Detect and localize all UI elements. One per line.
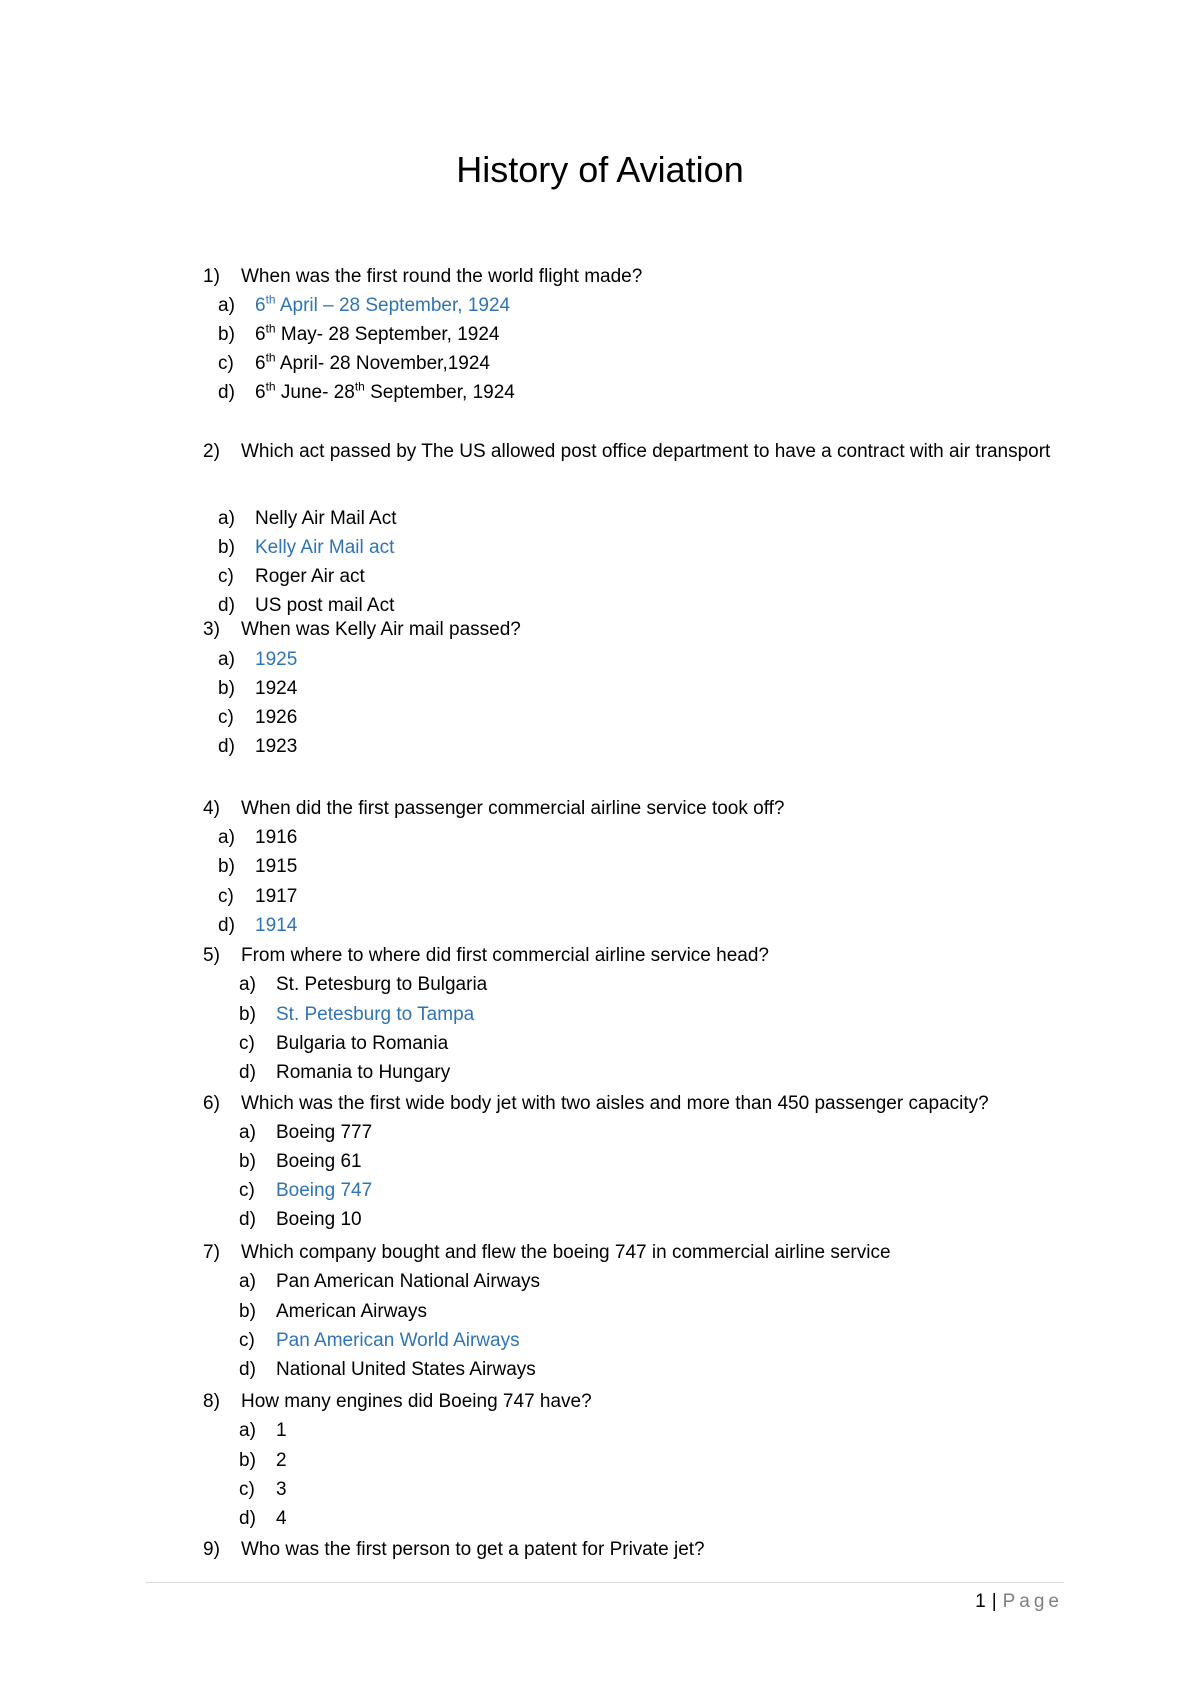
option-letter: b): [218, 678, 235, 699]
option-letter: b): [239, 1151, 256, 1172]
option-letter: c): [218, 566, 234, 587]
question-number: 2): [203, 441, 220, 462]
footer-separator: |: [991, 1591, 997, 1612]
option-text: Boeing 10: [276, 1209, 362, 1230]
option-text: 1926: [255, 707, 298, 728]
option-text: 6th April- 28 November,1924: [255, 350, 490, 374]
option-letter: c): [239, 1330, 255, 1351]
option-letter: b): [218, 856, 235, 877]
option-letter: b): [239, 1301, 256, 1322]
option-text: Pan American National Airways: [276, 1271, 541, 1292]
option-letter: d): [218, 382, 235, 403]
option-text: 1915: [255, 856, 298, 877]
option-letter: c): [218, 886, 234, 907]
question-item: [203, 1089, 1063, 1119]
option-letter: c): [239, 1033, 255, 1054]
question-item: [203, 437, 1063, 467]
option-text: 4: [276, 1508, 287, 1529]
option-letter: d): [218, 595, 235, 616]
question-text: When did the first passenger commercial airline service took off?: [241, 798, 785, 819]
question-item: [203, 1535, 1063, 1565]
option-letter: a): [218, 649, 235, 670]
page-number: 1: [975, 1591, 986, 1612]
option-letter: c): [218, 353, 234, 374]
question-text: When was Kelly Air mail passed?: [241, 619, 521, 640]
option-letter: d): [218, 915, 235, 936]
option-text: St. Petesburg to Bulgaria: [276, 974, 488, 995]
option-letter: d): [239, 1062, 256, 1083]
option-letter: b): [239, 1450, 256, 1471]
question-text: From where to where did first commercial airline service head?: [241, 945, 769, 966]
option-text: Bulgaria to Romania: [276, 1033, 449, 1054]
question-item: [203, 262, 1063, 292]
option-text: Roger Air act: [255, 566, 365, 587]
option-letter: a): [218, 295, 235, 316]
option-letter: d): [239, 1508, 256, 1529]
option-text: National United States Airways: [276, 1359, 536, 1380]
question-text: Which company bought and flew the boeing 747 in commercial airline service: [241, 1242, 891, 1263]
question-item: [203, 615, 1063, 645]
option-text: 1914: [255, 915, 298, 936]
option-letter: c): [218, 707, 234, 728]
question-number: 1): [203, 266, 220, 287]
option-text: American Airways: [276, 1301, 427, 1322]
option-letter: a): [218, 508, 235, 529]
option-letter: a): [239, 974, 256, 995]
option-text: Boeing 747: [276, 1180, 373, 1201]
question-number: 9): [203, 1539, 220, 1560]
question-number: 5): [203, 945, 220, 966]
question-number: 4): [203, 798, 220, 819]
option-letter: c): [239, 1479, 255, 1500]
question-text: Which was the first wide body jet with two aisles and more than 450 passenger capacity?: [241, 1093, 989, 1114]
option-text: St. Petesburg to Tampa: [276, 1004, 475, 1025]
option-text: 2: [276, 1450, 287, 1471]
option-text: 1: [276, 1420, 287, 1441]
question-item: [203, 1387, 1063, 1417]
option-text: Kelly Air Mail act: [255, 537, 395, 558]
footer-divider: [146, 1582, 1064, 1583]
option-letter: c): [239, 1180, 255, 1201]
option-text: 6th May- 28 September, 1924: [255, 321, 500, 345]
question-item: [203, 794, 1063, 824]
option-letter: d): [239, 1359, 256, 1380]
page-label: Page: [1002, 1591, 1063, 1612]
option-text: 1925: [255, 649, 298, 670]
option-text: 6th June- 28th September, 1924: [255, 379, 515, 403]
document-title: History of Aviation: [456, 149, 744, 190]
option-text: 1924: [255, 678, 298, 699]
option-text: 1916: [255, 827, 298, 848]
option-text: Boeing 61: [276, 1151, 362, 1172]
option-text: 1923: [255, 736, 298, 757]
question-item: [203, 941, 1063, 971]
option-text: 1917: [255, 886, 298, 907]
question-item: [203, 1238, 1063, 1268]
option-text: US post mail Act: [255, 595, 395, 616]
option-text: Nelly Air Mail Act: [255, 508, 397, 529]
option-text: 6th April – 28 September, 1924: [255, 292, 511, 316]
option-letter: b): [218, 324, 235, 345]
option-letter: b): [239, 1004, 256, 1025]
option-letter: a): [239, 1420, 256, 1441]
question-number: 7): [203, 1242, 220, 1263]
option-letter: b): [218, 537, 235, 558]
question-text: Who was the first person to get a patent for Private jet?: [241, 1539, 705, 1560]
option-text: Romania to Hungary: [276, 1062, 451, 1083]
option-text: 3: [276, 1479, 287, 1500]
option-letter: d): [218, 736, 235, 757]
question-number: 3): [203, 619, 220, 640]
question-number: 6): [203, 1093, 220, 1114]
option-text: Boeing 777: [276, 1122, 373, 1143]
option-letter: a): [239, 1122, 256, 1143]
option-letter: a): [239, 1271, 256, 1292]
option-letter: a): [218, 827, 235, 848]
option-letter: d): [239, 1209, 256, 1230]
question-number: 8): [203, 1391, 220, 1412]
question-text: How many engines did Boeing 747 have?: [241, 1391, 592, 1412]
page-footer: [975, 1587, 1063, 1617]
question-text: When was the first round the world flight made?: [241, 266, 643, 287]
question-text: Which act passed by The US allowed post office department to have a contract with air transport: [241, 441, 1051, 462]
option-text: Pan American World Airways: [276, 1330, 520, 1351]
